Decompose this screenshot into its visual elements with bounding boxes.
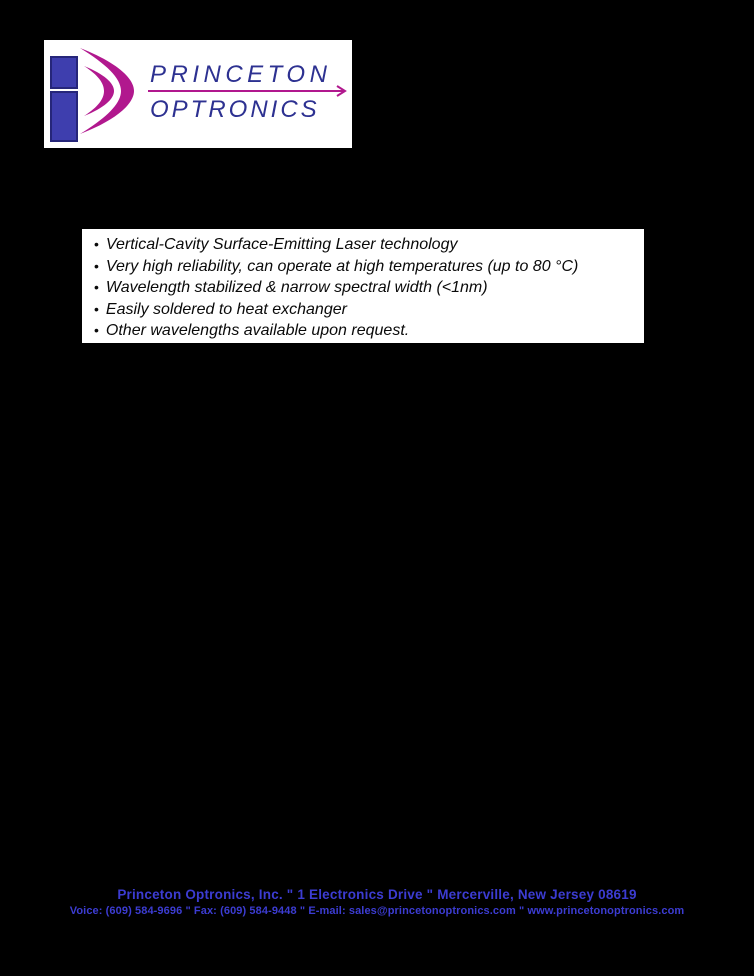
bullet-icon: • [94, 300, 99, 317]
logo-crescents [80, 48, 134, 134]
feature-text: Other wavelengths available upon request. [105, 322, 410, 339]
footer-contact-line: Voice: (609) 584-9696 " Fax: (609) 584-9448 " E-mail: sales@princetonoptronics.com " www.princetonoptronics.com [69, 905, 685, 917]
logo-text-princeton: PRINCETON [150, 61, 332, 88]
footer [0, 885, 754, 919]
feature-text: Easily soldered to heat exchanger [105, 300, 347, 318]
feature-item [94, 320, 636, 342]
logo-box [44, 40, 352, 148]
footer-address-line: Princeton Optronics, Inc. " 1 Electronics Drive " Mercerville, New Jersey 08619 [117, 887, 637, 902]
feature-text: Wavelength stabilized & narrow spectral width (<1nm) [105, 279, 488, 296]
bullet-icon: • [94, 257, 99, 274]
feature-item [94, 277, 636, 299]
logo-i-rectangles [51, 57, 77, 141]
bullet-icon: • [94, 279, 99, 295]
feature-text: Very high reliability, can operate at high temperatures (up to 80 °C) [105, 257, 579, 275]
logo-text-optronics: OPTRONICS [150, 96, 320, 123]
feature-item [94, 256, 636, 278]
features-box [82, 229, 644, 343]
feature-item [94, 299, 636, 321]
bullet-icon: • [94, 322, 99, 338]
feature-item [94, 234, 636, 256]
logo-mark-graphic [44, 40, 352, 148]
feature-text: Vertical-Cavity Surface-Emitting Laser technology [105, 236, 458, 253]
bullet-icon: • [94, 236, 99, 252]
